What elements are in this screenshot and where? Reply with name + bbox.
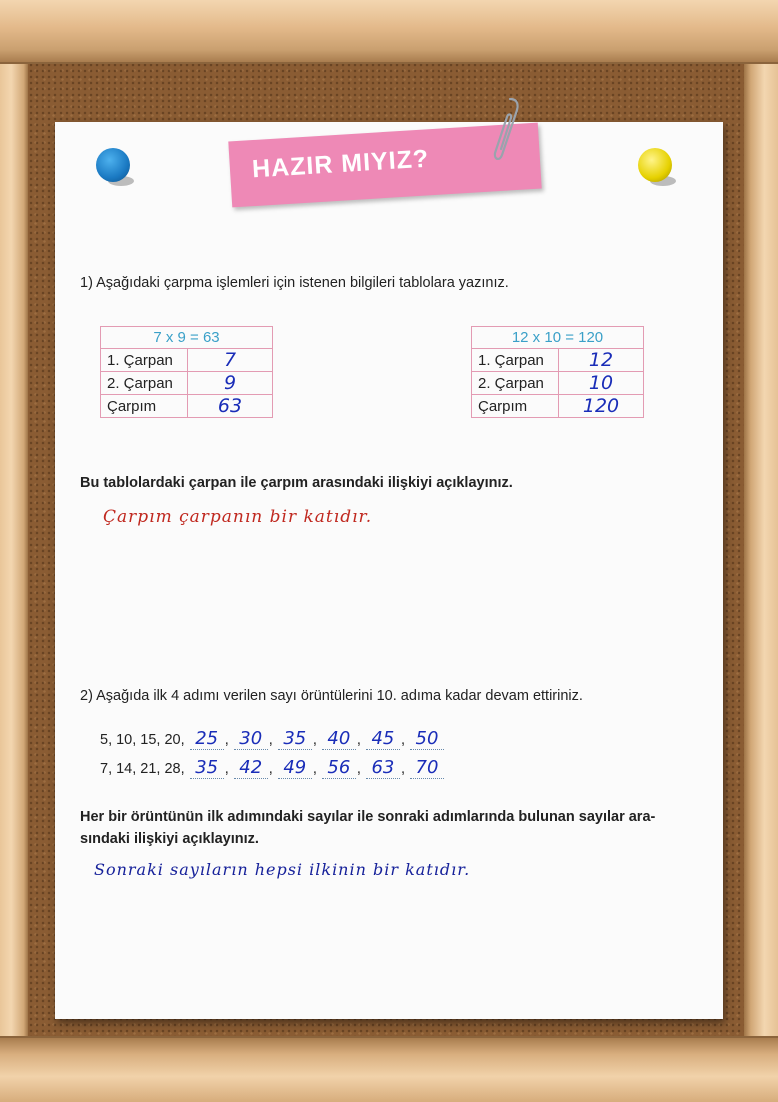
blue-pushpin-icon — [96, 148, 130, 182]
answer-blank: 50 — [410, 728, 444, 750]
answer-value: 9 — [188, 372, 273, 395]
answer-blank: 70 — [410, 757, 444, 779]
frame-bottom — [0, 1036, 778, 1102]
table-header: 12 x 10 = 120 — [472, 327, 644, 349]
answer-blank: 35 — [278, 728, 312, 750]
row-label: Çarpım — [472, 395, 559, 418]
answer-value: 7 — [188, 349, 273, 372]
answer-blank: 30 — [234, 728, 268, 750]
prompt-line: sındaki ilişkiyi açıklayınız. — [80, 831, 259, 847]
sequence-row-1: 5, 10, 15, 20, 25 , 30 , 35 , 40 , 45 , 50 — [100, 728, 445, 750]
question-1-prompt: Bu tablolardaki çarpan ile çarpım arasındaki ilişkiyi açıklayınız. — [80, 475, 513, 491]
banner-title: HAZIR MIYIZ? — [251, 144, 430, 184]
answer-blank: 63 — [366, 757, 400, 779]
row-label: Çarpım — [101, 395, 188, 418]
answer-blank: 42 — [234, 757, 268, 779]
row-label: 2. Çarpan — [472, 372, 559, 395]
multiplication-table-2 — [471, 326, 644, 418]
handwritten-answer-2: Sonraki sayıların hepsi ilkinin bir katıdır. — [94, 860, 471, 879]
frame-right — [742, 0, 778, 1100]
row-label: 1. Çarpan — [101, 349, 188, 372]
answer-value: 120 — [559, 395, 644, 418]
worksheet-paper — [55, 122, 723, 1019]
sequence-given: 5, 10, 15, 20, — [100, 732, 185, 748]
answer-value: 63 — [188, 395, 273, 418]
row-label: 2. Çarpan — [101, 372, 188, 395]
answer-blank: 49 — [278, 757, 312, 779]
question-2-prompt — [80, 806, 655, 850]
frame-top — [0, 0, 778, 64]
answer-blank: 40 — [322, 728, 356, 750]
answer-value: 10 — [559, 372, 644, 395]
table-header: 7 x 9 = 63 — [101, 327, 273, 349]
answer-value: 12 — [559, 349, 644, 372]
answer-blank: 25 — [190, 728, 224, 750]
prompt-line: Her bir örüntünün ilk adımındaki sayılar ile sonraki adımlarında bulunan sayılar ara- — [80, 809, 656, 825]
answer-blank: 35 — [190, 757, 224, 779]
row-label: 1. Çarpan — [472, 349, 559, 372]
question-1-instruction: 1) Aşağıdaki çarpma işlemleri için istenen bilgileri tablolara yazınız. — [80, 275, 509, 291]
sequence-row-2: 7, 14, 21, 28, 35 , 42 , 49 , 56 , 63 , 70 — [100, 757, 445, 779]
question-2-instruction: 2) Aşağıda ilk 4 adımı verilen sayı örüntülerini 10. adıma kadar devam ettiriniz. — [80, 688, 583, 704]
sequence-given: 7, 14, 21, 28, — [100, 761, 185, 777]
answer-blank: 56 — [322, 757, 356, 779]
handwritten-answer-1: Çarpım çarpanın bir katıdır. — [103, 507, 373, 527]
paperclip-icon — [492, 95, 522, 167]
frame-left — [0, 0, 30, 1100]
answer-blank: 45 — [366, 728, 400, 750]
multiplication-table-1 — [100, 326, 273, 418]
yellow-pushpin-icon — [638, 148, 672, 182]
